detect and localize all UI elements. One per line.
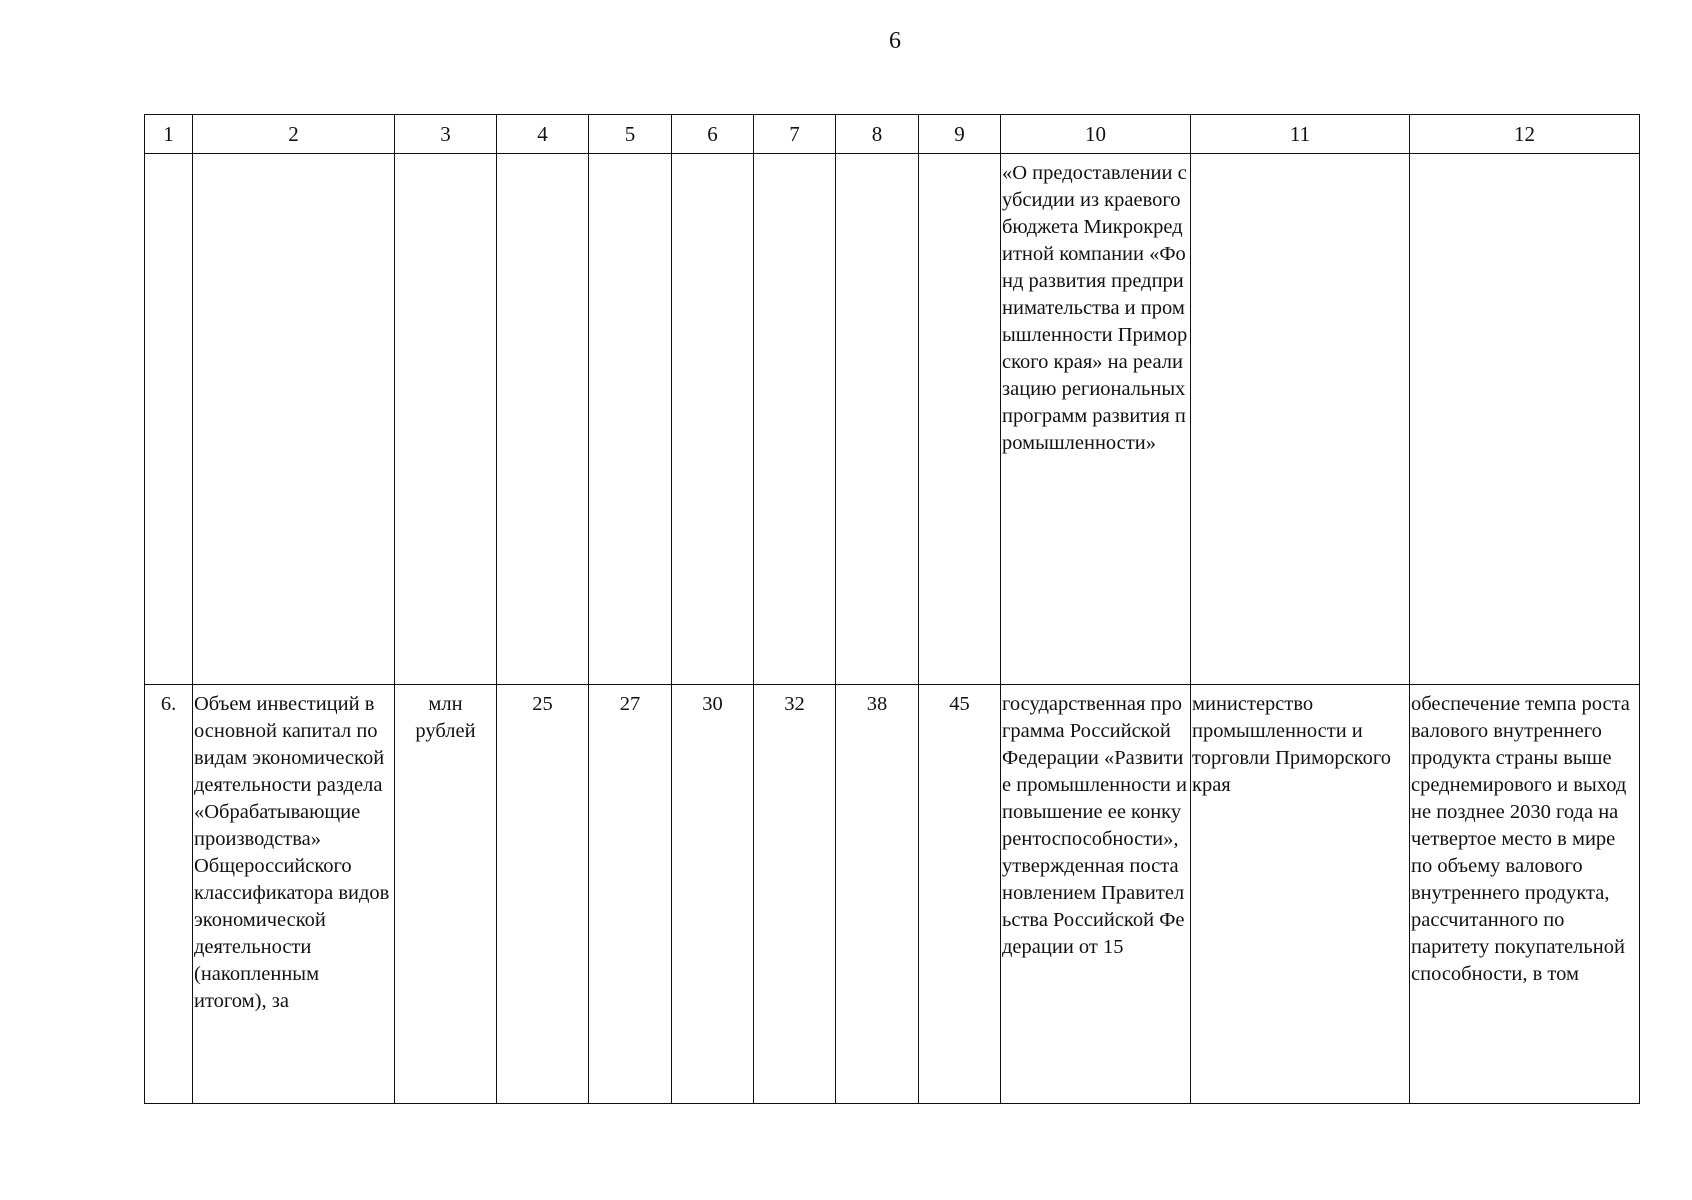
table-row-continuation — [145, 154, 1640, 685]
header-cell: 3 — [395, 115, 497, 154]
cell-unit: млн рублей — [395, 685, 497, 1104]
header-cell: 2 — [193, 115, 395, 154]
cell-value: 45 — [919, 685, 1001, 1104]
cell-number — [145, 154, 193, 685]
cell-value — [836, 154, 919, 685]
page-number: 6 — [889, 28, 901, 54]
indicators-table — [144, 114, 1640, 1104]
header-row — [145, 115, 1640, 154]
header-cell: 9 — [919, 115, 1001, 154]
cell-source-document: государственная программа Российской Федерации «Развитие промышленности и повышение ее конкурентоспособности», утвержденная постановлением Правительства Российской Федерации от 15 — [1001, 685, 1191, 1104]
cell-responsible — [1191, 154, 1410, 685]
cell-value: 32 — [754, 685, 836, 1104]
cell-value: 25 — [497, 685, 589, 1104]
cell-value — [589, 154, 672, 685]
cell-goal — [1410, 154, 1640, 685]
cell-value — [672, 154, 754, 685]
cell-goal: обеспечение темпа роста валового внутреннего продукта страны выше среднемирового и выход не позднее 2030 года на четвертое место в мире по объему валового внутреннего продукта, рассчитанного по паритету покупательной способности, в том — [1410, 685, 1640, 1104]
header-cell: 7 — [754, 115, 836, 154]
header-cell: 4 — [497, 115, 589, 154]
cell-value — [919, 154, 1001, 685]
header-cell: 8 — [836, 115, 919, 154]
header-cell: 5 — [589, 115, 672, 154]
header-cell: 10 — [1001, 115, 1191, 154]
cell-source-document: «О предоставлении субсидии из краевого бюджета Микрокредитной компании «Фонд развития предпринимательства и промышленности Приморского края» на реализацию региональных программ развития промышленности» — [1001, 154, 1191, 685]
cell-value: 30 — [672, 685, 754, 1104]
cell-number: 6. — [145, 685, 193, 1104]
header-cell: 11 — [1191, 115, 1410, 154]
cell-value: 38 — [836, 685, 919, 1104]
header-cell: 12 — [1410, 115, 1640, 154]
cell-value — [754, 154, 836, 685]
cell-indicator: Объем инвестиций в основной капитал по видам экономической деятельности раздела «Обрабатывающие производства» Общероссийского классификатора видов экономической деятельности (накопленным итогом), за — [193, 685, 395, 1104]
header-cell: 1 — [145, 115, 193, 154]
cell-responsible: министерство промышленности и торговли Приморского края — [1191, 685, 1410, 1104]
cell-value: 27 — [589, 685, 672, 1104]
cell-unit — [395, 154, 497, 685]
cell-value — [497, 154, 589, 685]
cell-indicator — [193, 154, 395, 685]
table-row-6 — [145, 685, 1640, 1104]
header-cell: 6 — [672, 115, 754, 154]
